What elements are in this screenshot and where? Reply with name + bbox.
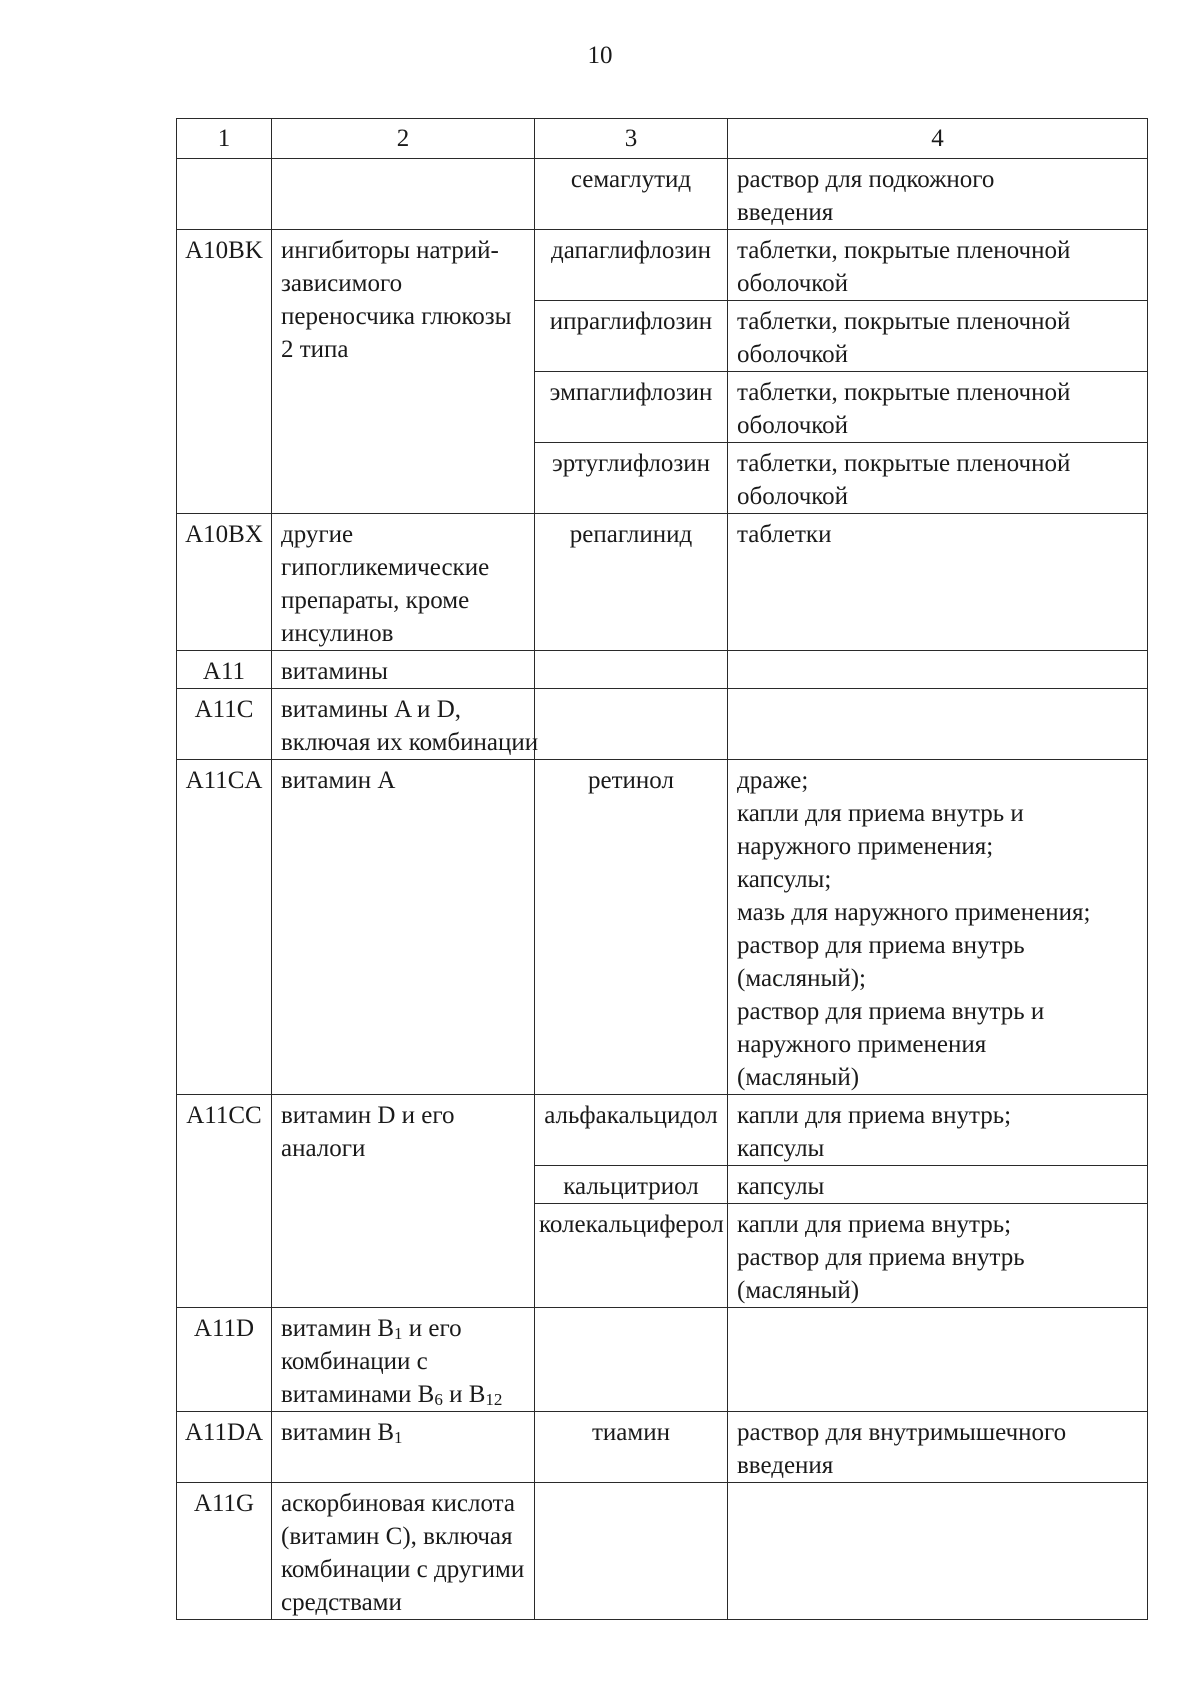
drug-name-cell bbox=[535, 760, 728, 1095]
drug-name: колекальциферол bbox=[539, 1211, 724, 1238]
atc-code: A11CA bbox=[185, 767, 263, 794]
dosage-form-cell bbox=[728, 1308, 1148, 1412]
drug-name-cell bbox=[535, 1412, 728, 1483]
dosage-form-cell bbox=[728, 1204, 1148, 1308]
dosage-form-line: таблетки, покрытые пленочной bbox=[737, 379, 1071, 406]
atc-code-cell bbox=[177, 1412, 272, 1483]
atc-code-cell bbox=[177, 651, 272, 689]
group-name-line: средствами bbox=[281, 1589, 402, 1616]
dosage-form-line: раствор для приема внутрь bbox=[737, 932, 1025, 959]
dosage-form-line: раствор для приема внутрь bbox=[737, 1244, 1025, 1271]
dosage-form-line: (масляный) bbox=[737, 1277, 860, 1304]
drug-name-cell bbox=[535, 372, 728, 443]
drug-table bbox=[176, 118, 1148, 1620]
table-row bbox=[177, 1412, 1148, 1483]
dosage-form-cell bbox=[728, 159, 1148, 230]
atc-code: A11G bbox=[193, 1490, 255, 1517]
drug-name: альфакальцидол bbox=[544, 1102, 718, 1129]
dosage-form-cell bbox=[728, 760, 1148, 1095]
group-name-line bbox=[281, 1345, 525, 1378]
table-row bbox=[177, 230, 1148, 301]
atc-code: A11CC bbox=[186, 1102, 262, 1129]
table-row bbox=[177, 514, 1148, 651]
drug-name: тиамин bbox=[592, 1419, 670, 1446]
dosage-form-line: мазь для наружного применения; bbox=[737, 899, 1091, 926]
group-text: и B bbox=[442, 1381, 486, 1408]
table-row bbox=[177, 651, 1148, 689]
group-name-cell bbox=[272, 230, 535, 514]
dosage-form-cell bbox=[728, 689, 1148, 760]
group-name-cell bbox=[272, 514, 535, 651]
group-name-cell bbox=[272, 651, 535, 689]
table-header-row bbox=[177, 119, 1148, 159]
dosage-form-line: введения bbox=[737, 199, 834, 226]
dosage-form-line: (масляный); bbox=[737, 965, 866, 992]
atc-code-cell bbox=[177, 159, 272, 230]
drug-name-cell bbox=[535, 159, 728, 230]
drug-name-cell bbox=[535, 514, 728, 651]
subscript: 6 bbox=[434, 1390, 443, 1409]
drug-name-cell bbox=[535, 689, 728, 760]
atc-code-cell bbox=[177, 1308, 272, 1412]
group-name-cell bbox=[272, 1308, 535, 1412]
atc-code-cell bbox=[177, 1095, 272, 1308]
dosage-form-cell bbox=[728, 1095, 1148, 1166]
dosage-form-line: введения bbox=[737, 1452, 834, 1479]
dosage-form-line: таблетки, покрытые пленочной bbox=[737, 237, 1071, 264]
subscript: 1 bbox=[394, 1324, 403, 1343]
group-text: витамин B bbox=[281, 1419, 395, 1446]
dosage-form-line: оболочкой bbox=[737, 483, 849, 510]
group-name-cell bbox=[272, 1412, 535, 1483]
group-name-line: включая их комбинации bbox=[281, 729, 539, 756]
atc-code-cell bbox=[177, 760, 272, 1095]
group-name-line: гипогликемические bbox=[281, 554, 490, 581]
atc-code-cell bbox=[177, 689, 272, 760]
group-name-line: переносчика глюкозы bbox=[281, 303, 512, 330]
group-name-line: зависимого bbox=[281, 270, 403, 297]
drug-name: семаглутид bbox=[570, 166, 692, 193]
group-name-line: аскорбиновая кислота bbox=[281, 1490, 515, 1517]
group-name-line bbox=[281, 1378, 525, 1411]
drug-name: эмпаглифлозин bbox=[549, 379, 713, 406]
atc-code-cell bbox=[177, 230, 272, 514]
dosage-form-line: наружного применения bbox=[737, 1031, 987, 1058]
dosage-form-line: капли для приема внутрь; bbox=[737, 1102, 1012, 1129]
dosage-form-cell bbox=[728, 372, 1148, 443]
dosage-form-line: (масляный) bbox=[737, 1064, 860, 1091]
dosage-form-line: оболочкой bbox=[737, 270, 849, 297]
dosage-form-cell bbox=[728, 230, 1148, 301]
dosage-form-cell bbox=[728, 651, 1148, 689]
table-row bbox=[177, 159, 1148, 230]
table-header-cell: 4 bbox=[728, 119, 1148, 159]
dosage-form-cell bbox=[728, 514, 1148, 651]
atc-code: A11D bbox=[193, 1315, 255, 1342]
group-name-line: витамин D и его bbox=[281, 1102, 455, 1129]
atc-code-cell bbox=[177, 514, 272, 651]
group-text: комбинации с bbox=[281, 1348, 428, 1375]
group-name-line bbox=[281, 1312, 525, 1345]
group-name-line: инсулинов bbox=[281, 620, 394, 647]
group-name-cell bbox=[272, 760, 535, 1095]
group-name-line: другие bbox=[281, 521, 354, 548]
dosage-form-line: капсулы; bbox=[737, 866, 832, 893]
group-name-cell bbox=[272, 159, 535, 230]
dosage-form-line: таблетки bbox=[737, 521, 832, 548]
drug-name-cell bbox=[535, 651, 728, 689]
group-name-line: витамин A bbox=[281, 767, 396, 794]
group-name-line: витамины bbox=[281, 658, 388, 685]
table-row bbox=[177, 689, 1148, 760]
subscript: 1 bbox=[394, 1428, 403, 1447]
drug-name: эртуглифлозин bbox=[551, 450, 711, 477]
drug-name-cell bbox=[535, 1166, 728, 1204]
dosage-form-line: таблетки, покрытые пленочной bbox=[737, 450, 1071, 477]
group-name-line: аналоги bbox=[281, 1135, 366, 1162]
group-name-line: ингибиторы натрий- bbox=[281, 237, 499, 264]
dosage-form-line: наружного применения; bbox=[737, 833, 994, 860]
dosage-form-cell bbox=[728, 301, 1148, 372]
dosage-form-cell bbox=[728, 1166, 1148, 1204]
dosage-form-line: драже; bbox=[737, 767, 809, 794]
group-name-line: витамины A и D, bbox=[281, 696, 461, 723]
drug-name-cell bbox=[535, 1204, 728, 1308]
group-name-cell bbox=[272, 1483, 535, 1620]
drug-name-cell bbox=[535, 443, 728, 514]
drug-name-cell bbox=[535, 1095, 728, 1166]
group-name-line bbox=[281, 1416, 525, 1449]
atc-code: A11DA bbox=[184, 1419, 264, 1446]
dosage-form-line: таблетки, покрытые пленочной bbox=[737, 308, 1071, 335]
dosage-form-line: раствор для внутримышечного bbox=[737, 1419, 1067, 1446]
page-number: 10 bbox=[587, 42, 613, 69]
dosage-form-cell bbox=[728, 1483, 1148, 1620]
atc-code: A11 bbox=[202, 658, 246, 685]
drug-name: ретинол bbox=[588, 767, 674, 794]
group-name-line: 2 типа bbox=[281, 336, 349, 363]
dosage-form-line: капли для приема внутрь и bbox=[737, 800, 1024, 827]
dosage-form-line: раствор для приема внутрь и bbox=[737, 998, 1045, 1025]
dosage-form-line: капли для приема внутрь; bbox=[737, 1211, 1012, 1238]
group-name-line: комбинации с другими bbox=[281, 1556, 525, 1583]
drug-name-cell bbox=[535, 301, 728, 372]
group-name-cell bbox=[272, 689, 539, 760]
dosage-form-line: капсулы bbox=[737, 1173, 825, 1200]
atc-code: A10BX bbox=[185, 521, 263, 548]
drug-name: репаглинид bbox=[569, 521, 693, 548]
dosage-form-line: раствор для подкожного bbox=[737, 166, 995, 193]
table-row bbox=[177, 760, 1148, 1095]
atc-code: A11C bbox=[194, 696, 254, 723]
table-row bbox=[177, 1483, 1148, 1620]
drug-name: дапаглифлозин bbox=[551, 237, 711, 264]
table-header-cell: 2 bbox=[272, 119, 535, 159]
table-row bbox=[177, 1308, 1148, 1412]
dosage-form-line: капсулы bbox=[737, 1135, 825, 1162]
drug-name: кальцитриол bbox=[563, 1173, 699, 1200]
atc-code: A10BK bbox=[185, 237, 263, 264]
dosage-form-line: оболочкой bbox=[737, 412, 849, 439]
table-header-cell: 1 bbox=[177, 119, 272, 159]
table-row bbox=[177, 1095, 1148, 1166]
dosage-form-cell bbox=[728, 443, 1148, 514]
group-text: и его bbox=[402, 1315, 462, 1342]
drug-name: ипраглифлозин bbox=[549, 308, 713, 335]
dosage-form-cell bbox=[728, 1412, 1148, 1483]
atc-code-cell bbox=[177, 1483, 272, 1620]
drug-name-cell bbox=[535, 1483, 728, 1620]
dosage-form-line: оболочкой bbox=[737, 341, 849, 368]
group-text: витамин B bbox=[281, 1315, 395, 1342]
group-name-line: (витамин C), включая bbox=[281, 1523, 513, 1550]
drug-name-cell bbox=[535, 230, 728, 301]
table-header-cell: 3 bbox=[535, 119, 728, 159]
group-text: витаминами B bbox=[281, 1381, 435, 1408]
group-name-line: препараты, кроме bbox=[281, 587, 470, 614]
group-name-cell bbox=[272, 1095, 535, 1308]
drug-name-cell bbox=[535, 1308, 728, 1412]
subscript: 12 bbox=[485, 1390, 503, 1409]
